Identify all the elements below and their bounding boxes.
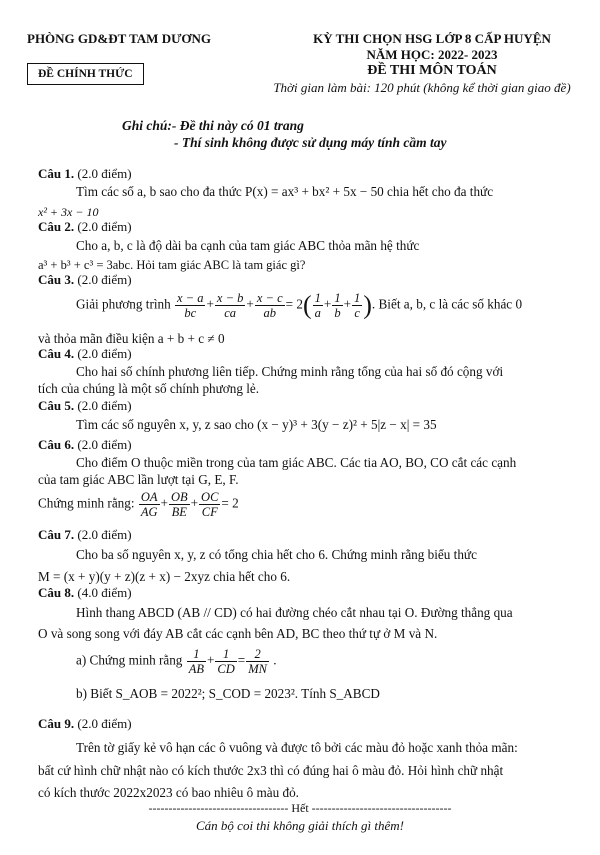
question-2-header [38, 219, 132, 235]
question-points: (2.0 điểm) [77, 398, 132, 413]
question-label: Câu 2. [38, 219, 75, 234]
question-3-header [38, 272, 132, 288]
question-7-text-2: M = (x + y)(y + z)(z + x) − 2xyz chia hết cho 6. [38, 569, 291, 584]
question-points: (2.0 điểm) [77, 716, 132, 731]
end-marker: ----------------------------------- Hết ----------------------------------- [148, 801, 452, 815]
question-label: Câu 6. [38, 437, 75, 452]
question-label: Câu 4. [38, 346, 75, 361]
question-8-part-a: a) Chứng minh rằng $\frac{1}{AB}$ + $\frac{1}{CD}$ = $\frac{2}{MN}$ . [76, 647, 277, 676]
fraction: $\frac{1}{a}$ [314, 291, 321, 320]
fraction: $\frac{x - b}{ca}$ [216, 291, 244, 320]
question-9-header [38, 716, 132, 732]
question-7-header [38, 527, 132, 543]
question-label: Câu 8. [38, 585, 75, 600]
fraction: $\frac{OB}{BE}$ [170, 490, 188, 519]
question-2-text: Cho a, b, c là độ dài ba cạnh của tam giác ABC thỏa mãn hệ thức [76, 238, 420, 253]
note-no-calculator: - Thí sinh không được sử dụng máy tính cầm tay [174, 135, 447, 150]
fraction: $\frac{1}{b}$ [334, 291, 341, 320]
question-7-text: Cho ba số nguyên x, y, z có tổng chia hết cho 6. Chứng minh rằng biểu thức [76, 547, 477, 562]
note-pages: Ghi chú:- Đề thi này có 01 trang [122, 118, 304, 133]
question-6-text-2: của tam giác ABC lần lượt tại G, E, F. [38, 472, 239, 487]
question-points: (2.0 điểm) [77, 166, 132, 181]
question-label: Câu 5. [38, 398, 75, 413]
question-label: Câu 9. [38, 716, 75, 731]
exam-title: KỲ THI CHỌN HSG LỚP 8 CẤP HUYỆN [313, 31, 551, 46]
question-8-part-b: b) Biết S_AOB = 2022²; S_COD = 2023². Tính S_ABCD [76, 686, 380, 701]
question-8-part-a-text: a) Chứng minh rằng [76, 652, 183, 668]
question-label: Câu 7. [38, 527, 75, 542]
fraction: $\frac{x - a}{bc}$ [177, 291, 204, 320]
fraction: $\frac{OC}{CF}$ [201, 490, 219, 519]
exam-duration: Thời gian làm bài: 120 phút (không kể thời gian giao đề) [273, 80, 571, 95]
question-9-text-2: bất cứ hình chữ nhật nào có kích thước 2x3 thì có đúng hai ô màu đỏ. Hỏi hình chữ nhật [38, 763, 504, 778]
question-5-text: Tìm các số nguyên x, y, z sao cho (x − y)³ + 3(y − z)² + 5|z − x| = 35 [76, 417, 437, 432]
question-4-header [38, 346, 132, 362]
fraction: $\frac{1}{c}$ [354, 291, 361, 320]
question-9-text: Trên tờ giấy kẻ vô hạn các ô vuông và được tô bởi các màu đỏ hoặc xanh thỏa mãn: [76, 740, 518, 755]
question-6-text: Cho điểm O thuộc miền trong của tam giác ABC. Các tia AO, BO, CO cắt các cạnh [76, 455, 517, 470]
department-name: PHÒNG GD&ĐT TAM DƯƠNG [27, 31, 212, 46]
question-9-text-3: có kích thước 2022x2023 có bao nhiêu ô màu đỏ. [38, 785, 299, 800]
question-3-intro: Giải phương trình [76, 296, 171, 312]
subject-title: ĐỀ THI MÔN TOÁN [367, 63, 497, 78]
question-4-text: Cho hai số chính phương liên tiếp. Chứng minh rằng tổng của hai số đó cộng với [76, 364, 504, 379]
question-8-header [38, 585, 132, 601]
question-1-divisor: x² + 3x − 10 [38, 205, 99, 219]
fraction: $\frac{x - c}{ab}$ [256, 291, 283, 320]
school-year: NĂM HỌC: 2022- 2023 [366, 47, 498, 62]
question-points: (2.0 điểm) [77, 527, 132, 542]
question-label: Câu 3. [38, 272, 75, 287]
question-label: Câu 1. [38, 166, 75, 181]
official-exam-label: ĐỀ CHÍNH THỨC [27, 63, 144, 85]
question-3-condition: và thỏa mãn điều kiện a + b + c ≠ 0 [38, 331, 225, 346]
question-6-prove: Chứng minh rằng: [38, 495, 135, 511]
question-points: (2.0 điểm) [77, 219, 132, 234]
question-points: (4.0 điểm) [77, 585, 132, 600]
question-6-header [38, 437, 132, 453]
footer-note: Cán bộ coi thi không giải thích gì thêm! [196, 818, 404, 833]
fraction: $\frac{2}{MN}$ [248, 647, 267, 676]
question-points: (2.0 điểm) [77, 346, 132, 361]
question-3-equation-line: Giải phương trình $\frac{x - a}{bc}$ + $\frac{x - b}{ca}$ + $\frac{x - c}{ab}$ = 2( $\frac{1}{a}$ + $\frac{1}{b}$ + $\frac{1}{c}$ ). Biết a, b, c là các số khác 0 [76, 290, 523, 320]
question-points: (2.0 điểm) [77, 272, 132, 287]
question-8-text-2: O và song song với đáy AB cắt các cạnh bên AD, BC theo thứ tự ở M và N. [38, 626, 438, 641]
question-4-text-2: tích của chúng là một số chính phương lẻ. [38, 381, 260, 396]
fraction: $\frac{1}{CD}$ [217, 647, 235, 676]
question-8-text: Hình thang ABCD (AB // CD) có hai đường chéo cắt nhau tại O. Đường thẳng qua [76, 605, 513, 620]
question-6-equation-line: Chứng minh rằng: $\frac{OA}{AG}$ + $\frac{OB}{BE}$ + $\frac{OC}{CF}$ = 2 [38, 490, 239, 519]
question-3-condition-a: . Biết a, b, c là các số khác 0 [371, 296, 523, 312]
question-2-condition: a³ + b³ + c³ = 3abc. Hỏi tam giác ABC là tam giác gì? [38, 258, 306, 272]
question-1-text: Tìm các số a, b sao cho đa thức P(x) = ax³ + bx² + 5x − 50 chia hết cho đa thức [76, 184, 494, 199]
fraction: $\frac{OA}{AG}$ [140, 490, 158, 519]
question-points: (2.0 điểm) [77, 437, 132, 452]
question-5-header [38, 398, 132, 414]
question-1-header [38, 166, 132, 182]
fraction: $\frac{1}{AB}$ [188, 647, 204, 676]
